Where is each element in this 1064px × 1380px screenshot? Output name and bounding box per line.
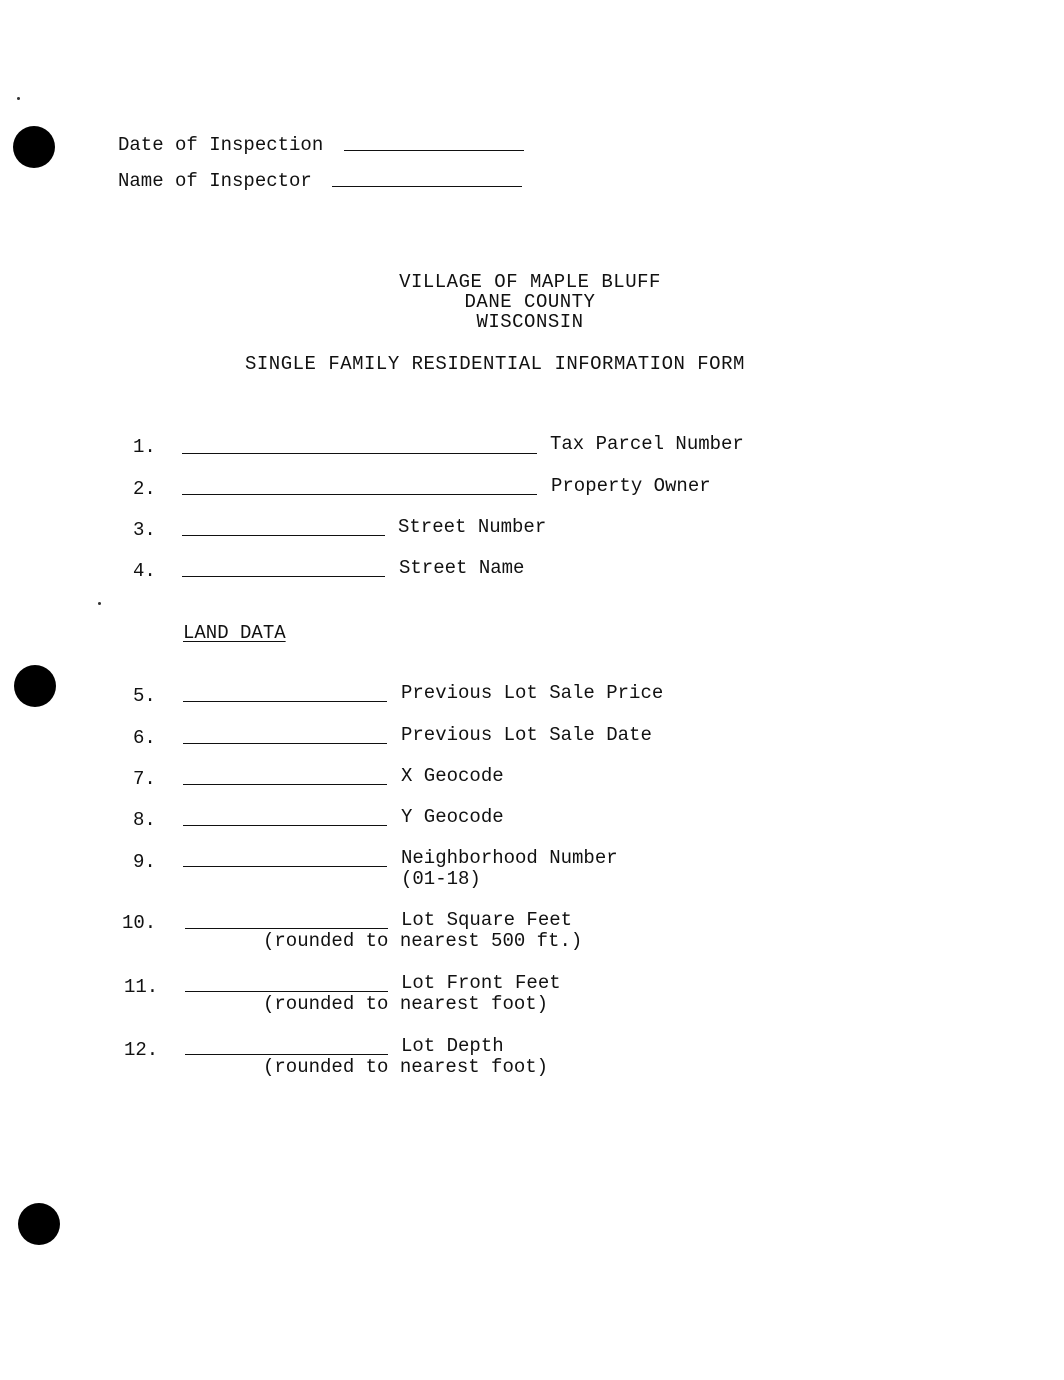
item-number: 10. [122,912,157,934]
street-name-field[interactable] [182,576,385,577]
item-note: (rounded to nearest 500 ft.) [263,930,583,952]
item-number: 4. [133,560,156,582]
lot-front-feet-field[interactable] [185,991,388,992]
item-label: Tax Parcel Number [550,433,744,455]
date-of-inspection-label: Date of Inspection [118,134,324,156]
punch-hole-middle [14,665,56,707]
name-of-inspector-field[interactable] [332,186,522,187]
item-number: 1. [133,436,156,458]
item-number: 7. [133,768,156,790]
item-number: 9. [133,851,156,873]
item-label: X Geocode [401,765,504,787]
previous-lot-sale-price-field[interactable] [183,701,387,702]
item-label: Street Number [398,516,547,538]
x-geocode-field[interactable] [183,784,387,785]
item-note: (rounded to nearest foot) [263,993,549,1015]
lot-depth-field[interactable] [185,1054,388,1055]
land-data-title: LAND DATA [183,622,286,644]
item-label: Lot Front Feet [401,972,561,994]
item-number: 5. [133,685,156,707]
item-number: 2. [133,478,156,500]
item-number: 8. [133,809,156,831]
item-label: Previous Lot Sale Date [401,724,652,746]
item-label: Y Geocode [401,806,504,828]
neighborhood-number-field[interactable] [183,866,387,867]
lot-square-feet-field[interactable] [185,928,388,929]
village-name: VILLAGE OF MAPLE BLUFF [399,271,661,293]
previous-lot-sale-date-field[interactable] [183,743,387,744]
item-label: Lot Depth [401,1035,504,1057]
y-geocode-field[interactable] [183,825,387,826]
item-note: (rounded to nearest foot) [263,1056,549,1078]
item-number: 11. [124,976,159,998]
name-of-inspector-label: Name of Inspector [118,170,312,192]
punch-hole-top [13,126,55,168]
form-title: SINGLE FAMILY RESIDENTIAL INFORMATION FORM [245,353,745,375]
date-of-inspection-field[interactable] [344,150,524,151]
item-label: Previous Lot Sale Price [401,682,664,704]
property-owner-field[interactable] [182,494,537,495]
item-label: Lot Square Feet [401,909,573,931]
item-label: Street Name [399,557,525,579]
item-number: 6. [133,727,156,749]
speck [17,97,20,100]
county-name: DANE COUNTY [464,291,596,313]
item-note: (01-18) [401,868,481,890]
street-number-field[interactable] [182,535,385,536]
tax-parcel-number-field[interactable] [182,453,537,454]
form-header [0,272,1062,332]
item-number: 12. [124,1039,159,1061]
state-name: WISCONSIN [476,311,584,333]
speck [98,602,101,605]
item-label: Neighborhood Number [401,847,618,869]
item-number: 3. [133,519,156,541]
punch-hole-bottom [18,1203,60,1245]
item-label: Property Owner [551,475,711,497]
